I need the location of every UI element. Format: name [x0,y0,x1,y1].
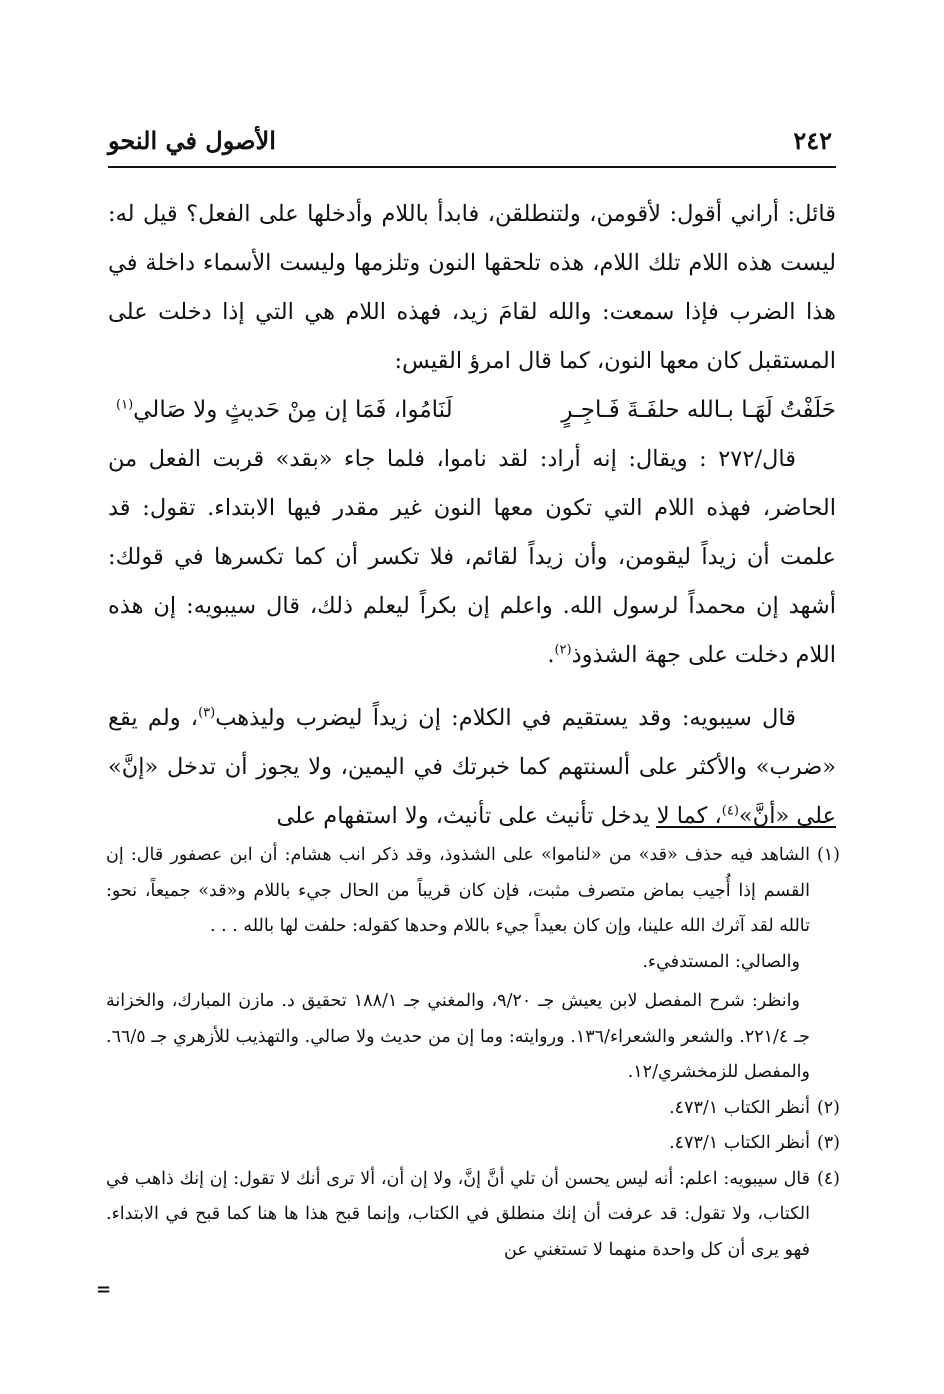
footnote-marker: (٢) [816,1097,840,1118]
footnote-ref-3: (٣) [198,705,216,721]
footnote-ref-4: (٤) [721,803,739,819]
paragraph-2-end: . [547,642,555,668]
footnote-1-references: وانظر: شرح المفصل لابن يعيش جـ ٩/٢٠، والمغني جـ ١٨٨/١ تحقيق د. مازن المبارك، والخزانة جـ ٢٢١/٤. والشعر والشعراء/١٣٦. وروايته: وما إن من حديث ولا صالي. والتهذيب للأزهري جـ ٦٦/٥. والمفصل للزمخشري/١٢. [106,991,811,1082]
paragraph-3-text-b: ، ولم يقع «ضرب» والأكثر على ألسنتهم كما خبرتك في اليمين، ولا يجوز أن تدخل «إنَّ» على «أنَّ» [108,705,836,829]
poem-second-text: لَنَامُوا، فَمَا إن مِنْ حَديثٍ ولا صَالي [133,397,453,423]
header-rule [108,166,836,168]
footnote-2 [106,1091,840,1127]
paragraph-2 [108,435,836,680]
footnote-ref-2: (٢) [554,642,572,658]
running-header [108,122,832,162]
footnote-marker: (١) [816,845,840,865]
poem-second-hemistich [116,386,453,435]
footnote-separator [656,826,836,828]
paragraph-3-text-c: ، كما لا يدخل تأنيث على تأنيث، ولا استفهام على [276,803,722,829]
paragraph-3 [108,694,836,841]
footnote-4 [106,1162,840,1269]
book-title: الأصول في النحو [108,126,276,155]
footnote-marker: (٣) [816,1133,840,1153]
paragraph-2-text: قال/٢٧٢ : ويقال: إنه أراد: لقد ناموا، فلما جاء «بقد» قربت الفعل من الحاضر، فهذه اللام التي تكون معها النون غير مقدر فيها الابتداء. تقول: قد علمت أن زيداً ليقومن، وأن زيداً لقائم، فلا تكسر أن كما تكسرها في قولك: أشهد إن محمداً لرسول الله. واعلم إن بكراً ليعلم ذلك، قال سيبويه: إن هذه اللام دخلت على جهة الشذوذ [108,446,836,668]
page-number: ٢٤٢ [793,126,832,155]
poem-first-hemistich: حَلَفْتُ لَهَـا بـالله حلفَـةَ فَـاجِـرٍ [561,397,836,423]
paragraph-3-text-a: قال سيبويه: وقد يستقيم في الكلام: إن زيداً ليضرب وليذهب [215,705,797,731]
footnote-1 [106,838,840,1091]
main-text [108,190,836,841]
continuation-mark: = [96,1279,112,1300]
footnote-1-gloss: والصالي: المستدفيء. [642,951,800,972]
poem-verse [108,386,836,435]
footnote-3-text: أنظر الكتاب ٤٧٣/١. [669,1133,810,1153]
footnote-2-text: أنظر الكتاب ٤٧٣/١. [669,1097,810,1118]
footnote-marker: (٤) [816,1168,840,1189]
footnote-1-text: الشاهد فيه حذف «قد» من «لناموا» على الشذوذ، وقد ذكر انب هشام: أن ابن عصفور قال: إن القسم إذا أُجيب بماض متصرف مثبت، فإن كان قريباً من الحال جيء باللام و«قد» جميعاً، نحو: تالله لقد آثرك الله علينا، وإن كان بعيداً جيء باللام وحدها كقوله: حلفت لها بالله . . . [106,845,810,936]
footnote-ref-1: (١) [116,397,134,413]
footnote-3 [106,1126,840,1162]
footnotes [106,838,840,1268]
footnote-4-text: قال سيبويه: اعلم: أنه ليس يحسن أن تلي أنَّ إنَّ، ولا إن أن، ألا ترى أنك لا تقول: إن إنك ذاهب في الكتاب، ولا تقول: قد عرفت أن إنك منطلق في الكتاب، وإنما قبح هذا ها هنا كما قبح في الابتداء. فهو يرى أن كل واحدة منهما لا تستغني عن [106,1168,810,1260]
paragraph-1: قائل: أراني أقول: لأقومن، ولتنطلقن، فابدأ باللام وأدخلها على الفعل؟ قيل له: ليست هذه اللام تلك اللام، هذه تلحقها النون وتلزمها وليست الأسماء داخلة في هذا الضرب فإذا سمعت: والله لقامَ زيد، فهذه اللام هي التي إذا دخلت على المستقبل كان معها النون، كما قال امرؤ القيس: [108,201,836,374]
